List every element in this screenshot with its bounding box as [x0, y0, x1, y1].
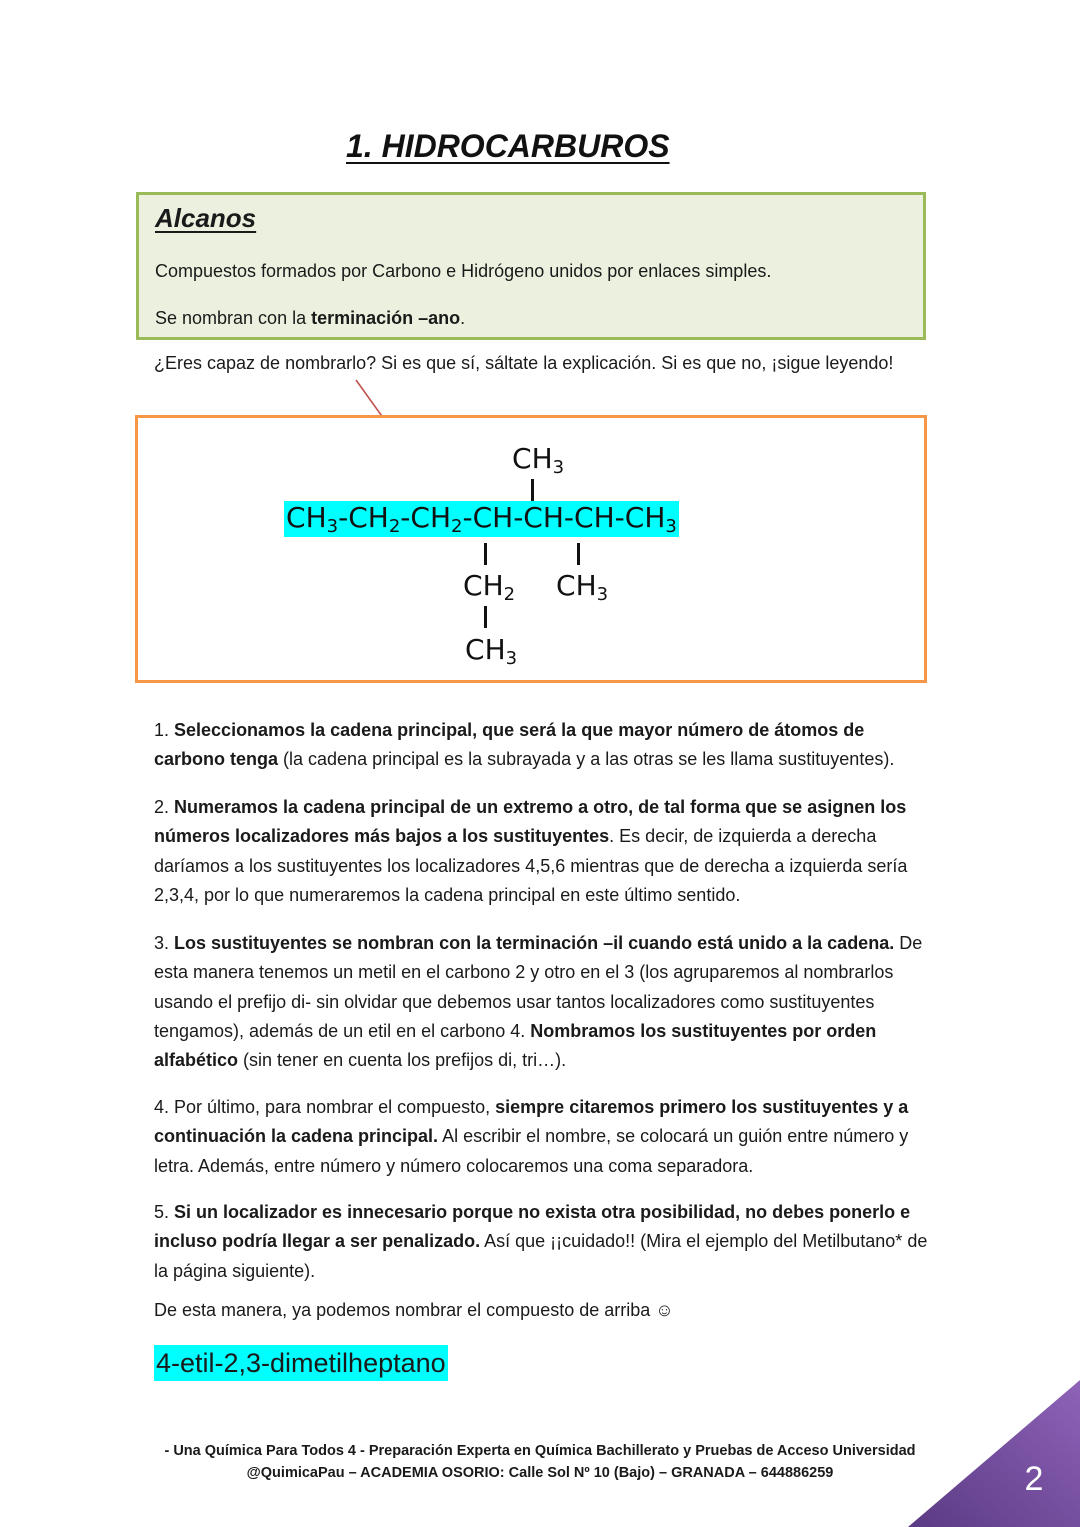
footer-line-1: - Una Química Para Todos 4 - Preparación Experta en Química Bachillerato y Pruebas de Acceso Universidad [164, 1443, 916, 1459]
step-5-paragraph: 5. Si un localizador es innecesario porque no exista otra posibilidad, no debes ponerlo e incluso podría llegar a ser penalizado. Así que ¡¡cuidado!! (Mira el ejemplo del Metilbutano* de la página siguiente). [154, 1202, 928, 1281]
formula-text: $CH_3-CH_2-CH_2-CH-CH-CH-CH_3$ [286, 501, 677, 537]
main-chain-highlighted [284, 501, 679, 537]
step-1-paragraph: 1. Seleccionamos la cadena principal, que será la que mayor número de átomos de carbono tenga (la cadena principal es la subrayada y a las otras se les llama sustituyentes). [154, 720, 895, 770]
bond-line [484, 606, 487, 628]
page-title: 1. HIDROCARBUROS [346, 128, 670, 164]
bond-line [577, 543, 580, 565]
formula-text: $CH_3$ [556, 569, 609, 605]
page-number: 2 [1024, 1460, 1044, 1498]
question-text: ¿Eres capaz de nombrarlo? Si es que sí, sáltate la explicación. Si es que no, ¡sigue leyendo! [154, 353, 894, 373]
ethyl-ch3 [465, 633, 517, 669]
bond-line [484, 543, 487, 565]
formula-text: $CH_3$ [512, 442, 565, 478]
right-methyl-substituent [556, 569, 608, 605]
compound-name-answer: 4-etil-2,3-dimetilheptano [154, 1345, 448, 1381]
step-4-paragraph: 4. Por último, para nombrar el compuesto, siempre citaremos primero los sustituyentes y a continuación la cadena principal. Al escribir el nombre, se colocará un guión entre número y letra. Además, entre número y número colocaremos una coma separadora. [154, 1097, 909, 1176]
formula-text: $CH_2$ [463, 569, 516, 605]
formula-text: $CH_3$ [465, 633, 518, 669]
closing-sentence: De esta manera, ya podemos nombrar el compuesto de arriba ☺ [154, 1300, 674, 1320]
alcanos-heading: Alcanos [155, 203, 257, 233]
corner-decoration [900, 1380, 1080, 1527]
ethyl-ch2 [463, 569, 515, 605]
step-3-paragraph: 3. Los sustituyentes se nombran con la terminación –il cuando está unido a la cadena. De esta manera tenemos un metil en el carbono 2 y otro en el 3 (los agruparemos al nombrarlos usando el prefijo di- sin olvidar que debemos usar tantos localizadores como sustituyentes tengamos), además de un etil en el carbono 4. Nombramos los sustituyentes por orden alfabético (sin tener en cuenta los prefijos di, tri…). [154, 933, 923, 1071]
step-2-paragraph: 2. Numeramos la cadena principal de un extremo a otro, de tal forma que se asignen los números localizadores más bajos a los sustituyentes. Es decir, de izquierda a derecha daríamos a los sustituyentes los localizadores 4,5,6 mientras que de derecha a izquierda sería 2,3,4, por lo que numeraremos la cadena principal en este último sentido. [154, 797, 908, 905]
footer [150, 1440, 930, 1484]
footer-line-2: @QuimicaPau – ACADEMIA OSORIO: Calle Sol Nº 10 (Bajo) – GRANADA – 644886259 [246, 1465, 834, 1481]
bond-line [531, 479, 534, 501]
top-methyl-substituent [512, 442, 564, 478]
alcanos-naming-rule: Se nombran con la terminación –ano. [155, 308, 466, 328]
alcanos-definition: Compuestos formados por Carbono e Hidrógeno unidos por enlaces simples. [155, 261, 772, 281]
